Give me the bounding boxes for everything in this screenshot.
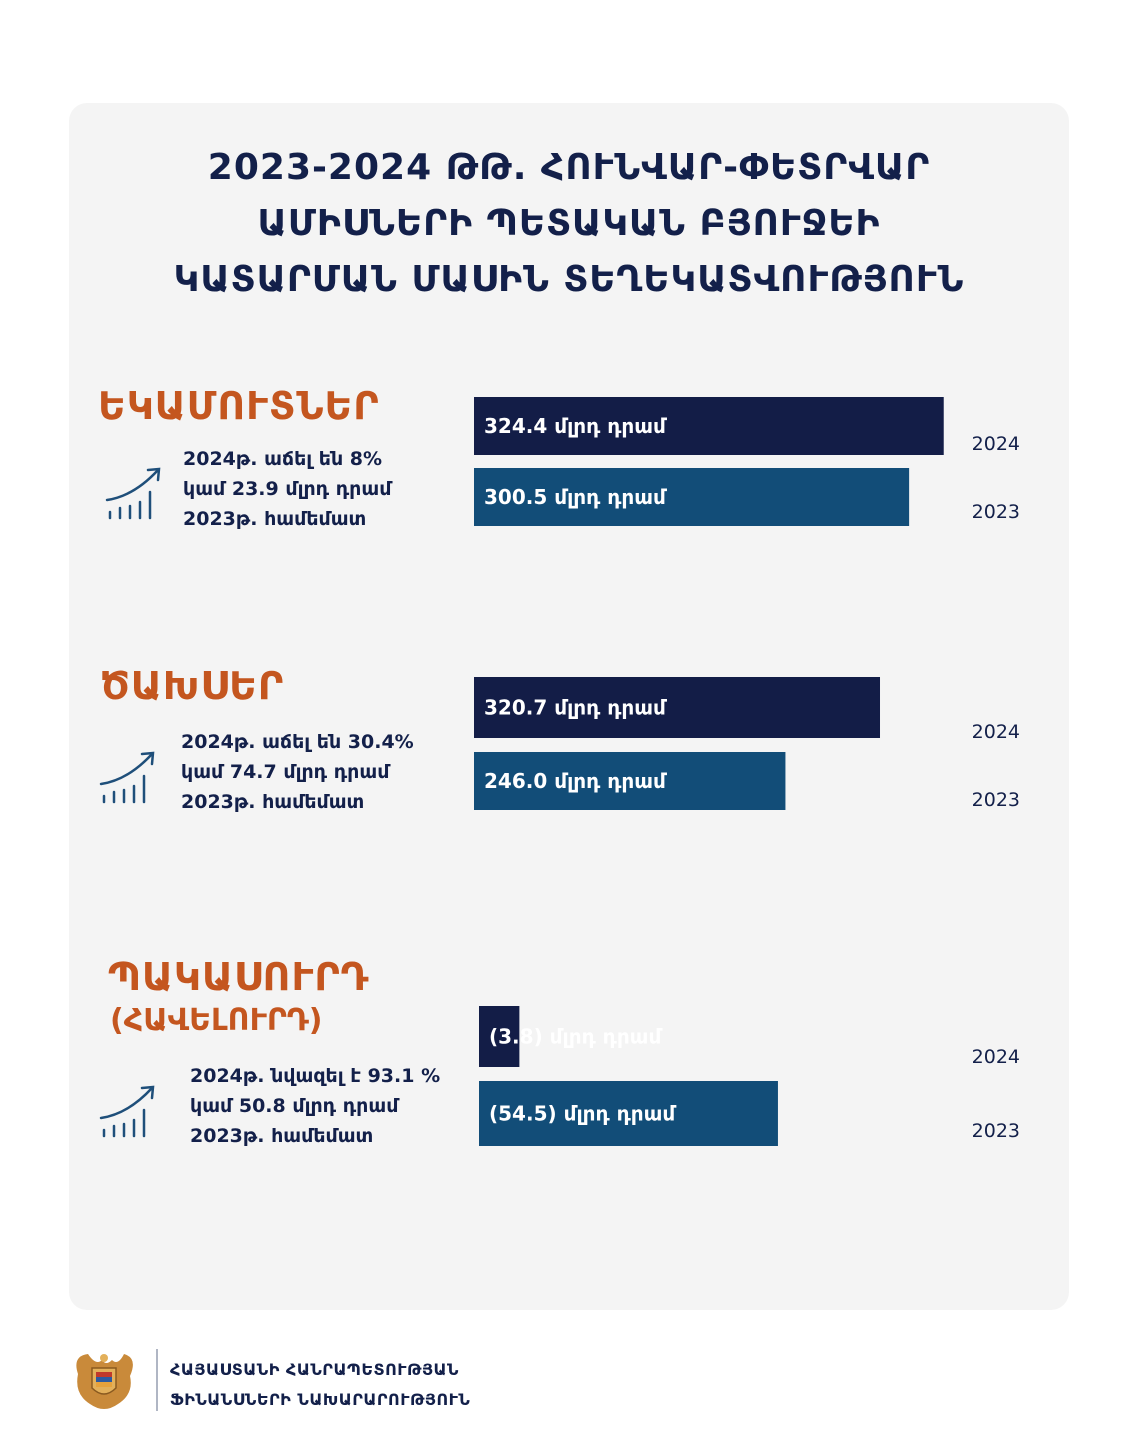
deficit-note-line-1: 2024թ. նվազել է 93.1 % — [190, 1065, 441, 1087]
revenues-note-line-1: 2024թ. աճել են 8% — [183, 448, 383, 470]
revenues-heading: ԵԿԱՄՈՒՏՆԵՐ — [98, 384, 380, 428]
deficit-note-line-3: 2023թ. համեմատ — [190, 1125, 374, 1147]
expenditures-note-line-3: 2023թ. համեմատ — [181, 791, 365, 813]
deficit-note-line-2: կամ 50.8 մլրդ դրամ — [190, 1095, 399, 1117]
bar-label-1-2023: 246.0 մլրդ դրամ — [484, 769, 666, 793]
deficit-subheading: (ՀԱՎԵԼՈՒՐԴ) — [110, 1003, 323, 1038]
year-label-1-2024: 2024 — [971, 721, 1020, 743]
revenues-note-line-3: 2023թ. համեմատ — [183, 508, 367, 530]
ministry-name-line-2: ՖԻՆԱՆՍՆԵՐԻ ՆԱԽԱՐԱՐՈՒԹՅՈՒՆ — [170, 1390, 471, 1409]
expenditures-note-line-2: կամ 74.7 մլրդ դրամ — [181, 761, 390, 783]
title-line-3: ԿԱՏԱՐՄԱՆ ՄԱՍԻՆ ՏԵՂԵԿԱՏՎՈՒԹՅՈՒՆ — [173, 259, 965, 300]
year-label-0-2023: 2023 — [971, 501, 1020, 523]
bar-label-1-2024: 320.7 մլրդ դրամ — [484, 695, 666, 720]
bar-label-0-2023: 300.5 մլրդ դրամ — [484, 485, 666, 509]
bar-label-2-2023: (54.5) մլրդ դրամ — [489, 1101, 676, 1126]
bar-label-0-2024: 324.4 մլրդ դրամ — [484, 414, 666, 438]
ministry-name — [170, 1355, 470, 1415]
year-label-0-2024: 2024 — [971, 433, 1020, 455]
expenditures-note-line-1: 2024թ. աճել են 30.4% — [181, 731, 414, 753]
bar-label-2-2024: (3.8) մլրդ դրամ — [489, 1024, 662, 1049]
coat-of-arms-icon — [68, 1344, 140, 1416]
deficit-heading: ՊԱԿԱՍՈՒՐԴ — [108, 955, 370, 999]
title-line-1: 2023-2024 ԹԹ. ՀՈՒՆՎԱՐ-ՓԵՏՐՎԱՐ — [207, 147, 931, 188]
footer-divider — [156, 1349, 158, 1411]
title-line-2: ԱՄԻՍՆԵՐԻ ՊԵՏԱԿԱՆ ԲՅՈՒՋԵԻ — [257, 203, 881, 244]
expenditures-heading: ԾԱԽՍԵՐ — [100, 664, 285, 708]
revenues-note-line-2: կամ 23.9 մլրդ դրամ — [183, 478, 392, 500]
ministry-name-line-1: ՀԱՅԱՍՏԱՆԻ ՀԱՆՐԱՊԵՏՈՒԹՅԱՆ — [170, 1360, 459, 1379]
year-label-2-2023: 2023 — [971, 1120, 1020, 1142]
year-label-1-2023: 2023 — [971, 789, 1020, 811]
year-label-2-2024: 2024 — [971, 1046, 1020, 1068]
